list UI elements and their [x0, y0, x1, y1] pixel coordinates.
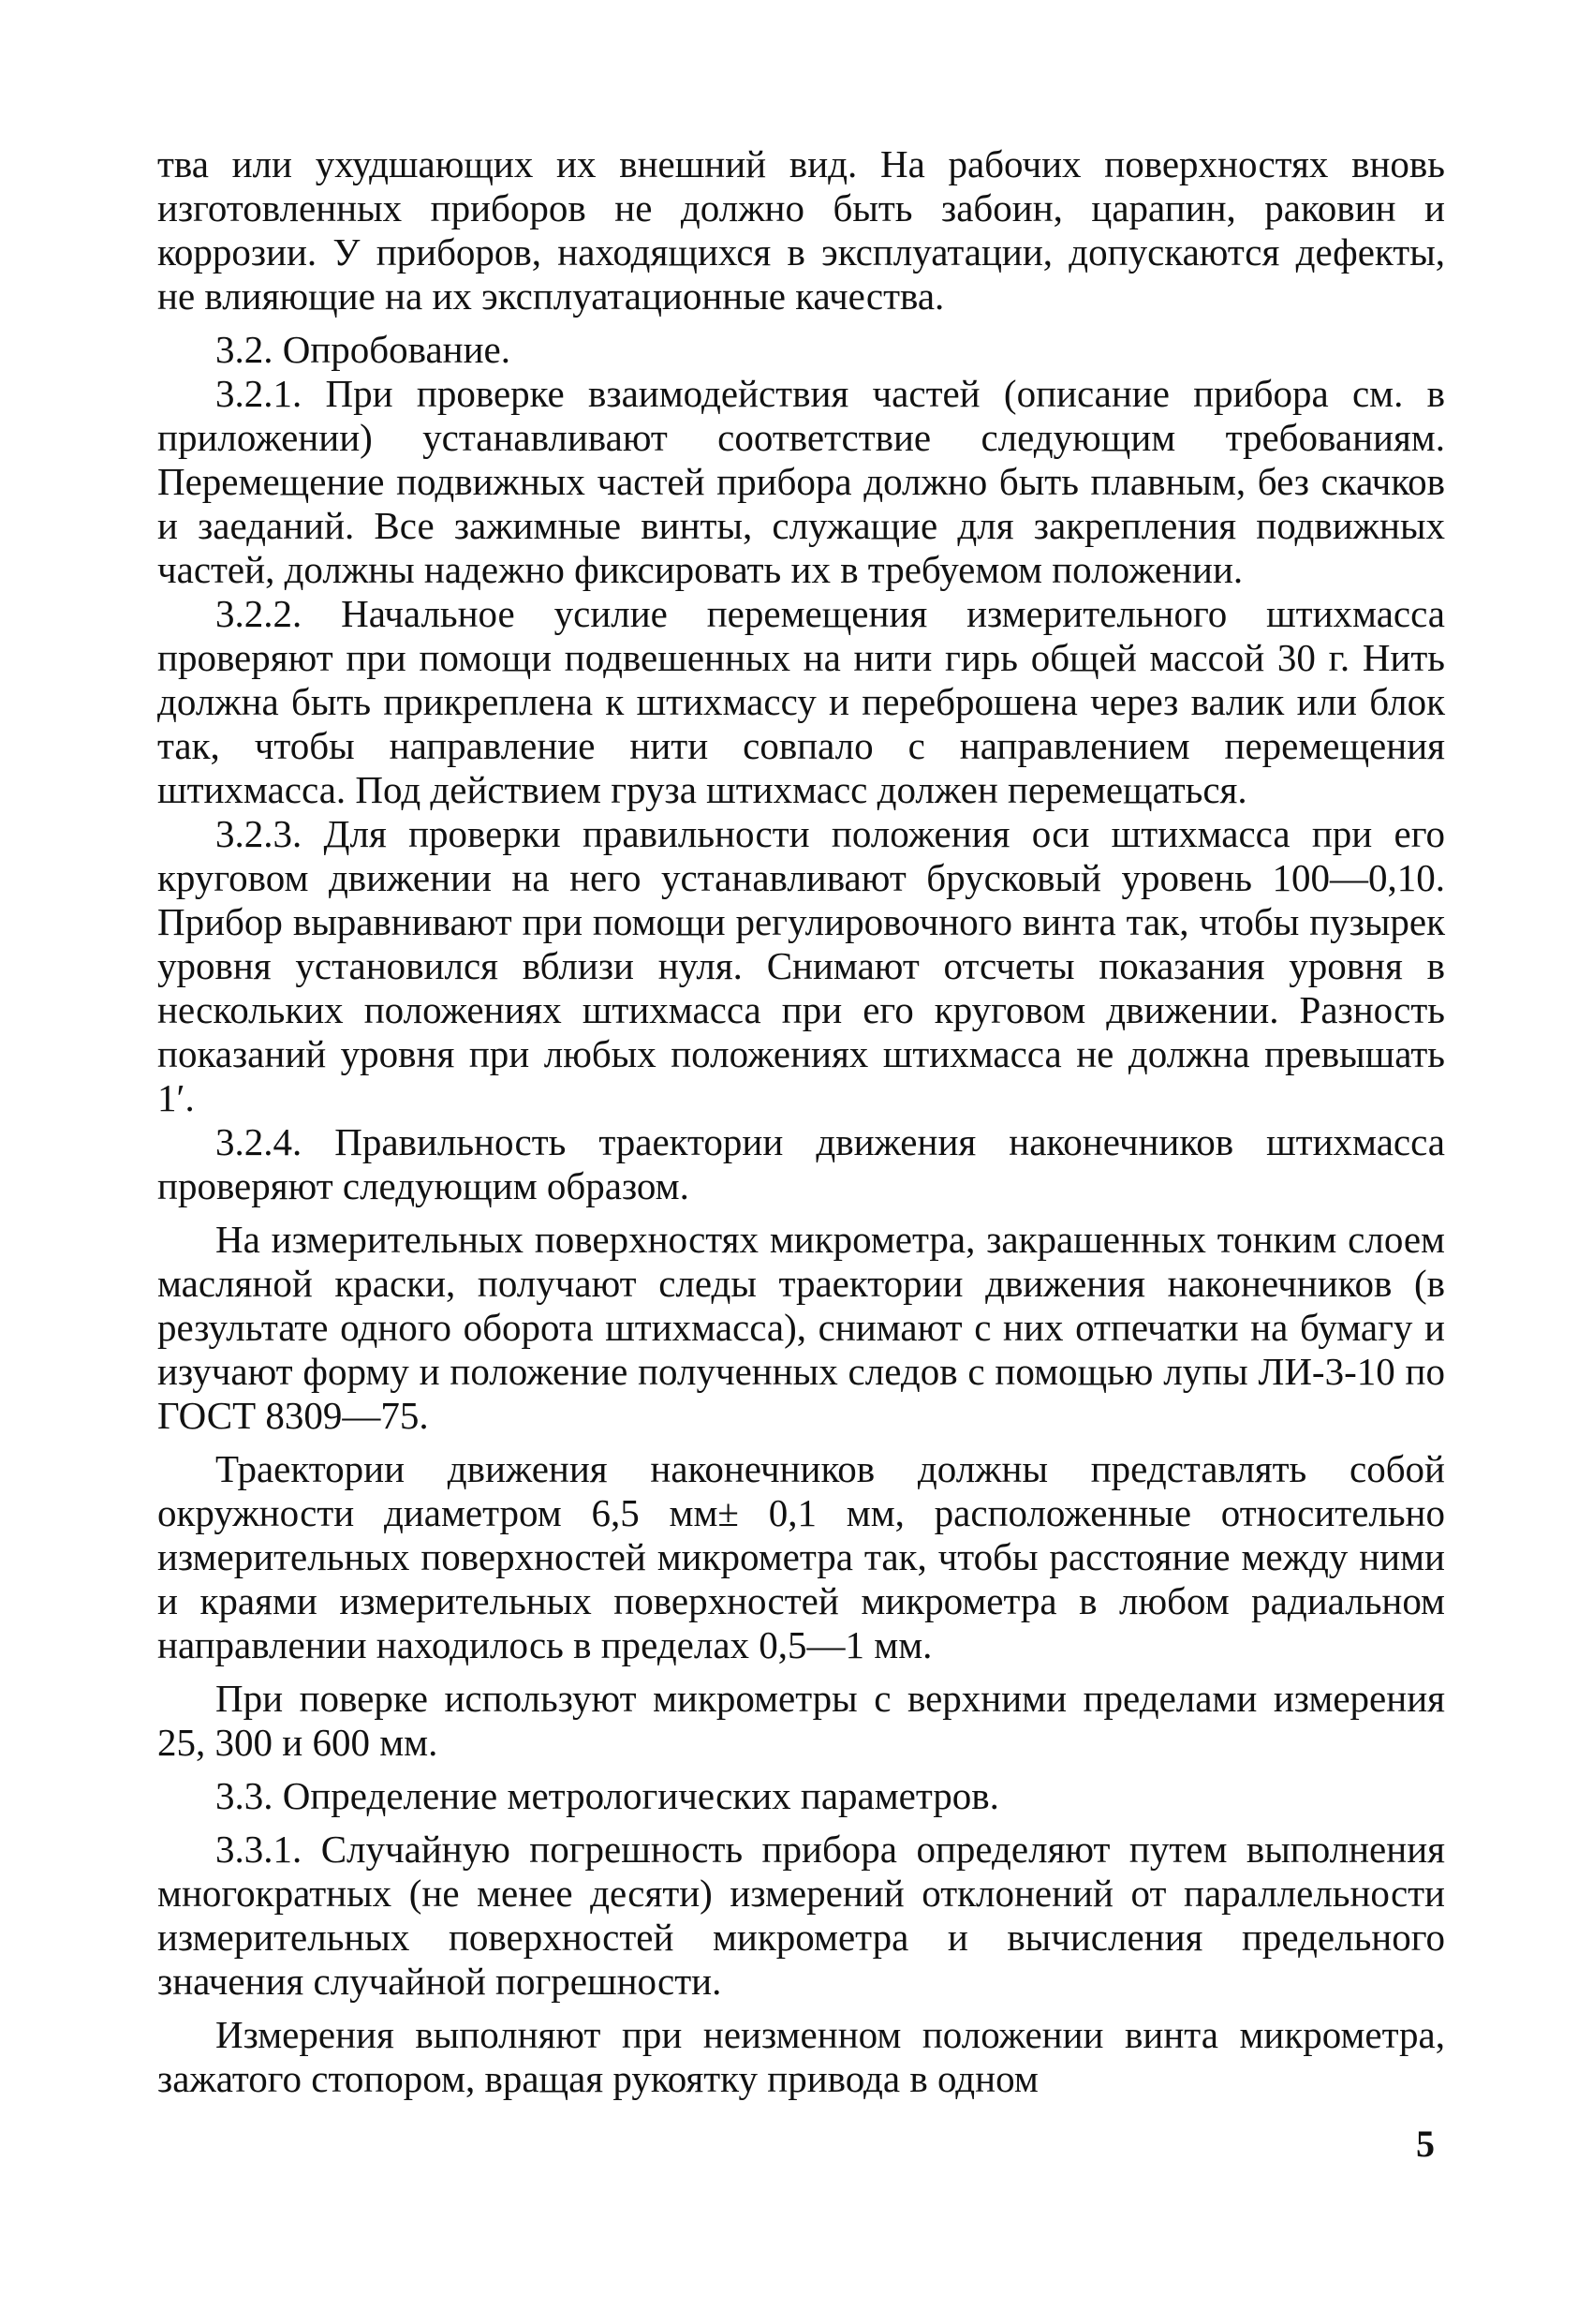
page-number: 5	[1416, 2123, 1435, 2165]
paragraph-micrometers-used: При поверке используют микрометры с верхними пределами измерения 25, 300 и 600 мм.	[157, 1677, 1445, 1764]
paragraph-3-3-1: 3.3.1. Случайную погрешность прибора определяют путем выполнения многократных (не менее десяти) измерений отклонений от параллельности измерительных поверхностей микрометра и вычисления предельного значения случайной погрешности.	[157, 1828, 1445, 2003]
paragraph-3-2-4: 3.2.4. Правильность траектории движения наконечников штихмасса проверяют следующим образом.	[157, 1120, 1445, 1207]
paragraph-continuation: тва или ухудшающих их внешний вид. На рабочих поверхностях вновь изготовленных приборов не должно быть забоин, царапин, раковин и коррозии. У приборов, находящихся в эксплуатации, допускаются дефекты, не влияющие на их эксплуатационные качества.	[157, 142, 1445, 318]
paragraph-measurement-traces: На измерительных поверхностях микрометра, закрашенных тонким слоем масляной краски, получают следы траектории движения наконечников (в результате одного оборота штихмасса), снимают с них отпечатки на бумагу и изучают форму и положение полученных следов с помощью лупы ЛИ-3-10 по ГОСТ 8309—75.	[157, 1218, 1445, 1437]
section-heading-3-2: 3.2. Опробование.	[215, 328, 511, 371]
paragraph-trajectory-requirements: Траектории движения наконечников должны представлять собой окружности диаметром 6,5 мм± 0,1 мм, расположенные относительно измерительных поверхностей микрометра так, чтобы расстояние между ними и краями измерительных поверхностей микрометра в любом радиальном направлении находилось в пределах 0,5—1 мм.	[157, 1447, 1445, 1666]
section-heading-3-3: 3.3. Определение метрологических параметров.	[215, 1774, 999, 1817]
paragraph-3-2-2: 3.2.2. Начальное усилие перемещения измерительного штихмасса проверяют при помощи подвешенных на нити гирь общей массой 30 г. Нить должна быть прикреплена к штихмассу и переброшена через валик или блок так, чтобы направление нити совпало с направлением перемещения штихмасса. Под действием груза штихмасс должен перемещаться.	[157, 592, 1445, 811]
paragraph-measurements: Измерения выполняют при неизменном положении винта микрометра, зажатого стопором, вращая рукоятку привода в одном	[157, 2013, 1445, 2100]
page-body	[157, 142, 1445, 2101]
paragraph-3-2-3: 3.2.3. Для проверки правильности положения оси штихмасса при его круговом движении на него устанавливают брусковый уровень 100—0,10. Прибор выравнивают при помощи регулировочного винта так, чтобы пузырек уровня установился вблизи нуля. Снимают отсчеты показания уровня в нескольких положениях штихмасса при его круговом движении. Разность показаний уровня при любых положениях штихмасса не должна превышать 1′.	[157, 812, 1445, 1119]
paragraph-3-2-1: 3.2.1. При проверке взаимодействия частей (описание прибора см. в приложении) устанавливают соответствие следующим требованиям. Перемещение подвижных частей прибора должно быть плавным, без скачков и заеданий. Все зажимные винты, служащие для закрепления подвижных частей, должны надежно фиксировать их в требуемом положении.	[157, 372, 1445, 591]
